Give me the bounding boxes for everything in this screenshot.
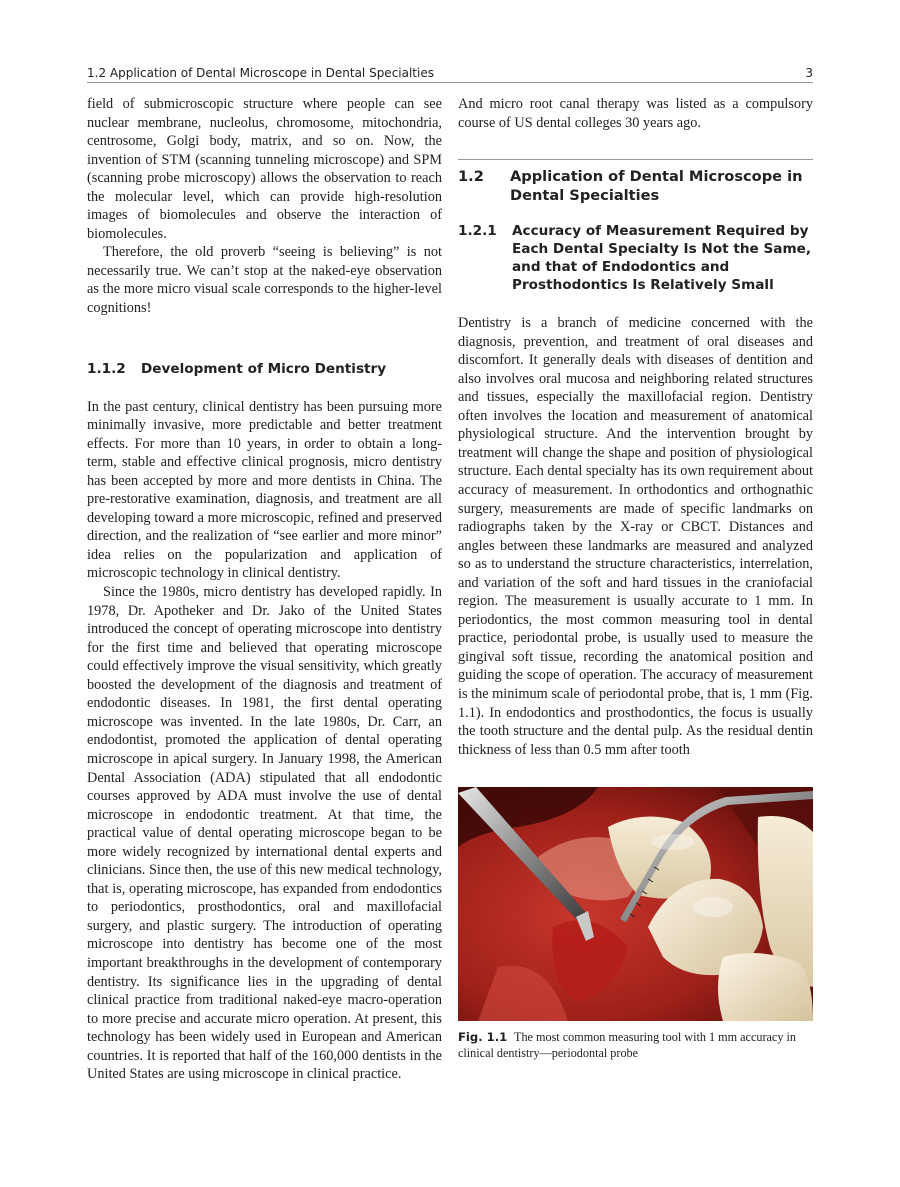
subsection-heading: [458, 222, 813, 294]
figure-photo: [458, 787, 813, 1021]
section-heading: [458, 167, 813, 205]
paragraph: Dentistry is a branch of medicine concerned with the diagnosis, prevention, and treatment of oral diseases and discomfort. It generally deals with diseases of dentition and also involves oral mucosa and neighboring related structures and tissues, especially the maxillofacial region. Dentistry often involves the location and measurement of anatomical physiological structure. And the intervention brought by treatment will change the shape and position of physiological structure. Each dental specialty has its own requirement about accuracy of measurement. In orthodontics and orthognathic surgery, measurements are made of specific landmarks on radiographs taken by the X-ray or CBCT. Distances and angles between these landmarks are measured and analyzed so as to understand the structure characteristics, interrelation, and variation of the soft and hard tissues in the craniofacial region. The measurement is usually accurate to 1 mm. In periodontics, the most common measuring tool in dental practice, periodontal probe, is usually used to measure the gingival soft tissue, recording the anatomical position and guiding the scope of operation. The accuracy of measurement is the minimum scale of periodontal probe, that is, 1 mm (Fig. 1.1). In endodontics and prosthodontics, the focus is usually the tooth structure and the dental pulp. As the residual dentin thickness of less than 0.5 mm after tooth: [458, 315, 813, 758]
running-head-title: 1.2 Application of Dental Microscope in Dental Specialties: [87, 66, 434, 80]
paragraph: And micro root canal therapy was listed as a compulsory course of US dental colleges 30 years ago.: [458, 96, 813, 131]
section-number: 1.2: [458, 168, 484, 186]
section-rule: [458, 159, 813, 205]
right-column: [458, 95, 813, 1061]
page-number: 3: [805, 66, 813, 80]
running-head: [87, 56, 813, 83]
subsection-number: 1.2.1: [458, 223, 497, 240]
figure-label: Fig. 1.1: [458, 1030, 508, 1045]
paragraph: Therefore, the old proverb “seeing is believing” is not necessarily true. We can’t stop at the naked-eye observation as the more micro visual scale corresponds to the higher-level cognitions!: [87, 244, 442, 317]
section-title: Development of Micro Dentistry: [141, 360, 387, 377]
figure: [458, 787, 813, 1061]
left-column: [87, 95, 442, 1084]
paragraph: In the past century, clinical dentistry has been pursuing more minimally invasive, more predictable and better treatment effects. For more than 10 years, in order to obtain a long-term, stable and effective clinical prognosis, micro dentistry has been accepted by more and more dentists in China. The pre-restorative examination, diagnosis, and treatment are all developing toward a more microscopic, refined and preserved direction, and the realization of “see earlier and more minor” idea relies on the popularization and application of microscopic technology in clinical dentistry.: [87, 398, 442, 582]
figure-caption: [458, 1029, 813, 1061]
paragraph: field of submicroscopic structure where people can see nuclear membrane, nucleolus, chromosome, mitochondria, centrosome, Golgi body, matrix, and so on. Now, the invention of STM (scanning tunneling microscope) and SPM (scanning probe microscopy) allows the observation to reach the molecular level, which can provide high-resolution images of biomolecules and observe the interaction of biomolecules.: [87, 96, 442, 242]
section-title: Application of Dental Microscope in Dental Specialties: [510, 168, 803, 205]
subsection-title: Accuracy of Measurement Required by Each Dental Specialty Is Not the Same, and that of Endodontics and Prosthodontics Is Relatively Small: [512, 223, 812, 294]
paragraph: Since the 1980s, micro dentistry has developed rapidly. In 1978, Dr. Apotheker and Dr. Jako of the United States introduced the concept of operating microscope into dentistry for the first time and believed that operating microscope could effectively improve the visual sensitivity, which greatly boosted the development of the diagnosis and treatment of endodontic diseases. In 1981, the first dental operating microscope was invented. In the late 1980s, Dr. Carr, an endodontist, promoted the application of dental operating microscope in apical surgery. In January 1998, the American Dental Association (ADA) stipulated that all endodontic courses approved by ADA must involve the use of dental microscope in endodontic treatment. At that time, the practical value of dental operating microscope began to be more widely recognized by international dental experts and clinicians. Since then, the use of this new medical technology, that is, operating microscope, has expanded from endodontics to periodontics, prosthodontics, oral and maxillofacial surgery, and plastic surgery. The introduction of operating microscope into dentistry has become one of the most important breakthroughs in the development of contemporary dentistry. Its significance lies in the upgrading of dental clinical practice from traditional naked-eye macro-operation to more precise and accurate micro operation. At present, this technology has been widely used in European and American countries. It is reported that half of the 160,000 dentists in the United States are using microscope in clinical practice.: [87, 584, 442, 1083]
section-heading: [87, 360, 442, 378]
section-number: 1.1.2: [87, 360, 126, 377]
periodontal-probe-photo: [458, 787, 813, 1021]
figure-caption-text: The most common measuring tool with 1 mm accuracy in clinical dentistry—periodontal probe: [458, 1030, 796, 1061]
